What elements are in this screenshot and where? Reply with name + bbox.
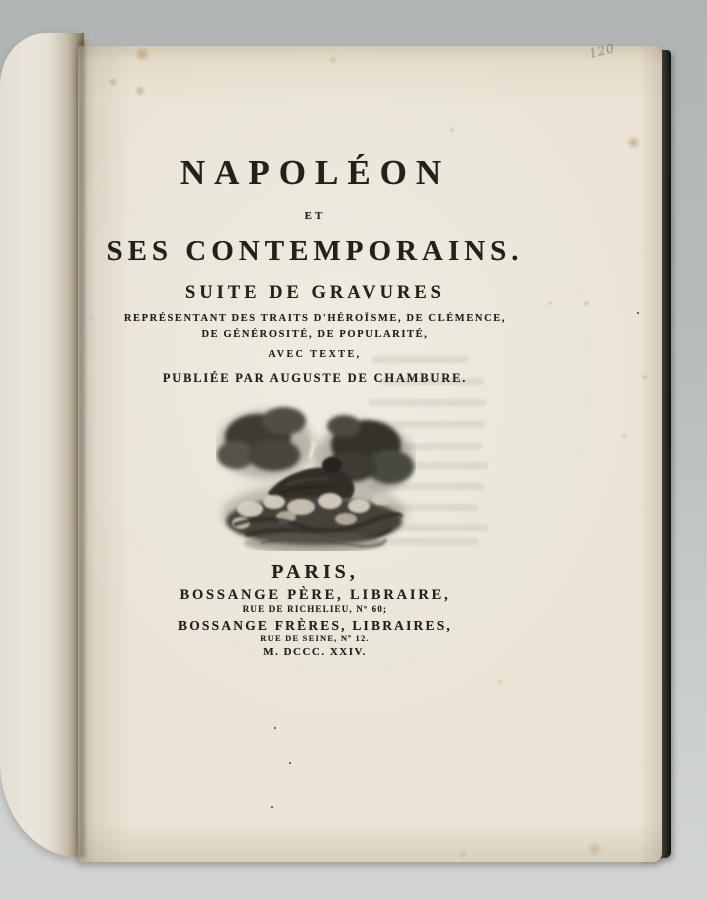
facing-page-edge [0,33,84,857]
imprint-publisher-2: BOSSANGE FRÈRES, LIBRAIRES, [178,618,452,633]
subtitle-detail-2: DE GÉNÉROSITÉ, DE POPULARITÉ, [201,329,429,340]
subtitle-detail-3: AVEC TEXTE, [268,349,362,360]
imprint-address-1: RUE DE RICHELIEU, Nº 60; [242,604,388,614]
title-connector: ET [304,210,326,222]
main-title: NAPOLÉON [179,153,451,192]
imprint-address-2: RUE DE SEINE, Nº 12. [260,633,370,643]
imprint-date: M. DCCC. XXIV. [263,646,367,658]
storm-rock-lightning-engraving-icon [216,393,416,551]
handwritten-page-number: 120 [587,41,617,61]
subtitle: SUITE DE GRAVURES [185,283,445,303]
imprint-publisher-1: BOSSANGE PÈRE, LIBRAIRE, [179,587,451,603]
imprint-city: PARIS, [271,561,359,583]
main-title-line2: SES CONTEMPORAINS. [106,235,524,267]
subtitle-detail-1: REPRÉSENTANT DES TRAITS D'HÉROÏSME, DE CLÉMENCE, [123,313,507,324]
publisher-credit: PUBLIÉE PAR AUGUSTE DE CHAMBURE. [162,371,468,385]
